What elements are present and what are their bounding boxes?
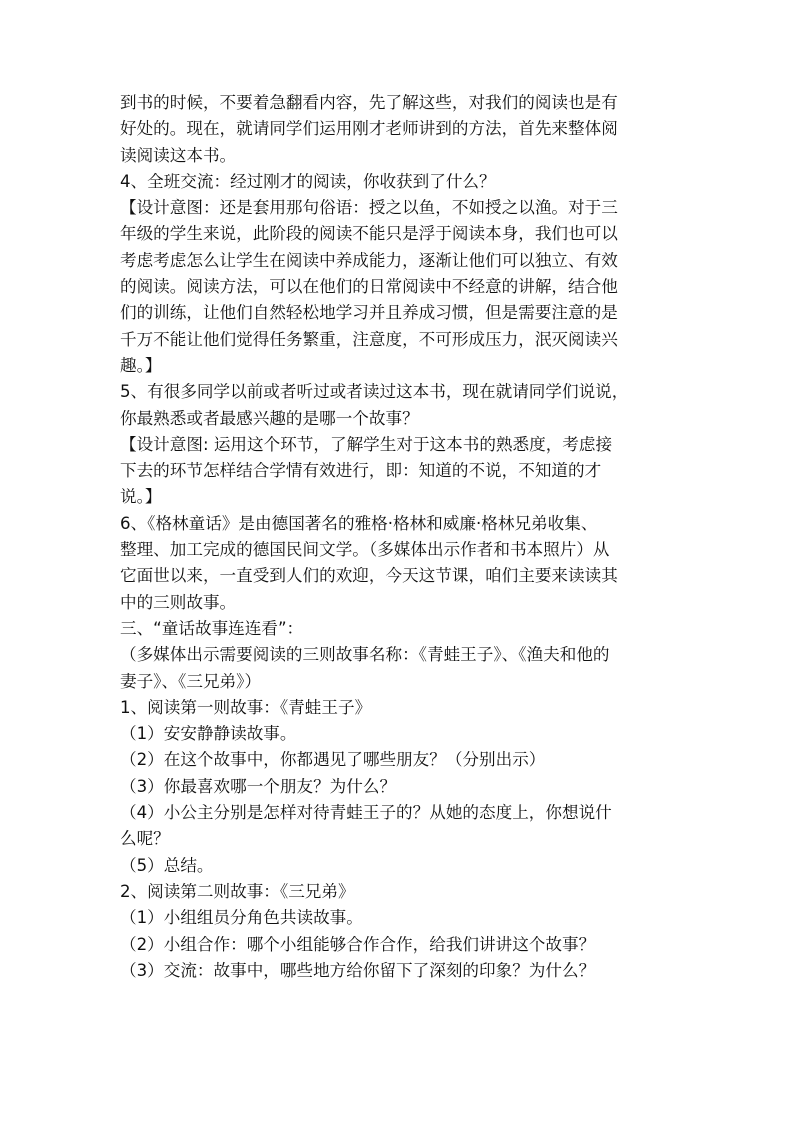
paragraph-story-1-item-3: [120, 774, 676, 800]
text-line: 2、阅读第二则故事：《三兄弟》: [120, 881, 355, 901]
text-line: 下去的环节怎样结合学情有效进行，即：知道的不说，不知道的才: [120, 461, 602, 481]
paragraph-story-2-item-2: [120, 932, 676, 958]
paragraph-step-5: [120, 379, 676, 432]
text-line: 【设计意图：还是套用那句俗语：授之以鱼，不如授之以渔。对于三: [120, 198, 618, 218]
text-line: （1）小组组员分角色共读故事。: [120, 908, 363, 928]
text-line: 考虑考虑怎么让学生在阅读中养成能力，逐渐让他们可以独立、有效: [120, 250, 618, 270]
paragraph-intro-continued: [120, 90, 676, 169]
paragraph-design-intent-2: [120, 432, 676, 511]
text-line: 1、阅读第一则故事：《青蛙王子》: [120, 697, 372, 717]
text-line: 到书的时候，不要着急翻看内容，先了解这些，对我们的阅读也是有: [120, 93, 618, 112]
paragraph-story-2-item-3: [120, 958, 676, 984]
paragraph-design-intent-1: [120, 195, 676, 379]
paragraph-step-4: [120, 169, 676, 195]
text-line: 年级的学生来说，此阶段的阅读不能只是浮于阅读本身，我们也可以: [120, 224, 618, 244]
text-line: 么呢？: [120, 829, 170, 849]
text-line: 4、全班交流：经过刚才的阅读，你收获到了什么？: [120, 171, 496, 191]
text-line: （4）小公主分别是怎样对待青蛙王子的？从她的态度上，你想说什: [120, 803, 612, 823]
paragraph-step-6: [120, 511, 676, 616]
text-line: （1）安安静静读故事。: [120, 724, 297, 744]
text-line: 整理、加工完成的德国民间文学。（多媒体出示作者和书本照片）从: [120, 540, 610, 560]
paragraph-story-1-item-2: [120, 747, 676, 773]
text-line: 妻子》、《三兄弟》）: [120, 671, 262, 691]
text-line: （3）交流：故事中，哪些地方给你留下了深刻的印象？为什么？: [120, 960, 596, 980]
text-line: （多媒体出示需要阅读的三则故事名称：《青蛙王子》、《渔夫和他的: [120, 645, 610, 665]
text-line: 中的三则故事。: [120, 592, 237, 612]
text-line: 5、有很多同学以前或者听过或者读过这本书，现在就请同学们说说，: [120, 382, 629, 402]
paragraph-story-2-heading: [120, 879, 676, 905]
paragraph-story-1-item-5: [120, 853, 676, 879]
text-line: 你最熟悉或者最感兴趣的是哪一个故事？: [120, 408, 419, 428]
text-line: 6、《格林童话》是由德国著名的雅格·格林和威廉·格林兄弟收集、: [120, 513, 598, 533]
text-line: （2）小组合作：哪个小组能够合作合作，给我们讲讲这个故事？: [120, 934, 596, 954]
section-heading-3: [120, 616, 676, 642]
text-line: 三、“童话故事连连看”：: [120, 618, 304, 638]
paragraph-story-2-item-1: [120, 905, 676, 931]
text-line: 的阅读。阅读方法，可以在他们的日常阅读中不经意的讲解，结合他: [120, 277, 618, 297]
text-line: （2）在这个故事中，你都遇见了哪些朋友？（分别出示）: [120, 750, 546, 770]
text-line: 好处的。现在，就请同学们运用刚才老师讲到的方法，首先来整体阅: [120, 119, 618, 139]
text-line: 【设计意图: 运用这个环节，了解学生对于这本书的熟悉度，考虑接: [120, 434, 613, 454]
text-line: 千万不能让他们觉得任务繁重，注意度，不可形成压力，泯灭阅读兴: [120, 329, 618, 349]
paragraph-story-1-item-4: [120, 800, 676, 853]
text-line: 们的训练，让他们自然轻松地学习并且养成习惯，但是需要注意的是: [120, 303, 618, 323]
paragraph-story-1-heading: [120, 695, 676, 721]
text-line: 它面世以来，一直受到人们的欢迎，今天这节课，咱们主要来读读其: [120, 566, 618, 586]
text-line: 读阅读这本书。: [120, 145, 237, 165]
text-line: 趣。】: [120, 355, 162, 375]
text-line: 说。】: [120, 487, 162, 507]
document-body: [120, 90, 676, 984]
paragraph-multimedia-note: [120, 642, 676, 695]
text-line: （3）你最喜欢哪一个朋友？为什么？: [120, 776, 397, 796]
paragraph-story-1-item-1: [120, 721, 676, 747]
text-line: （5）总结。: [120, 855, 214, 875]
